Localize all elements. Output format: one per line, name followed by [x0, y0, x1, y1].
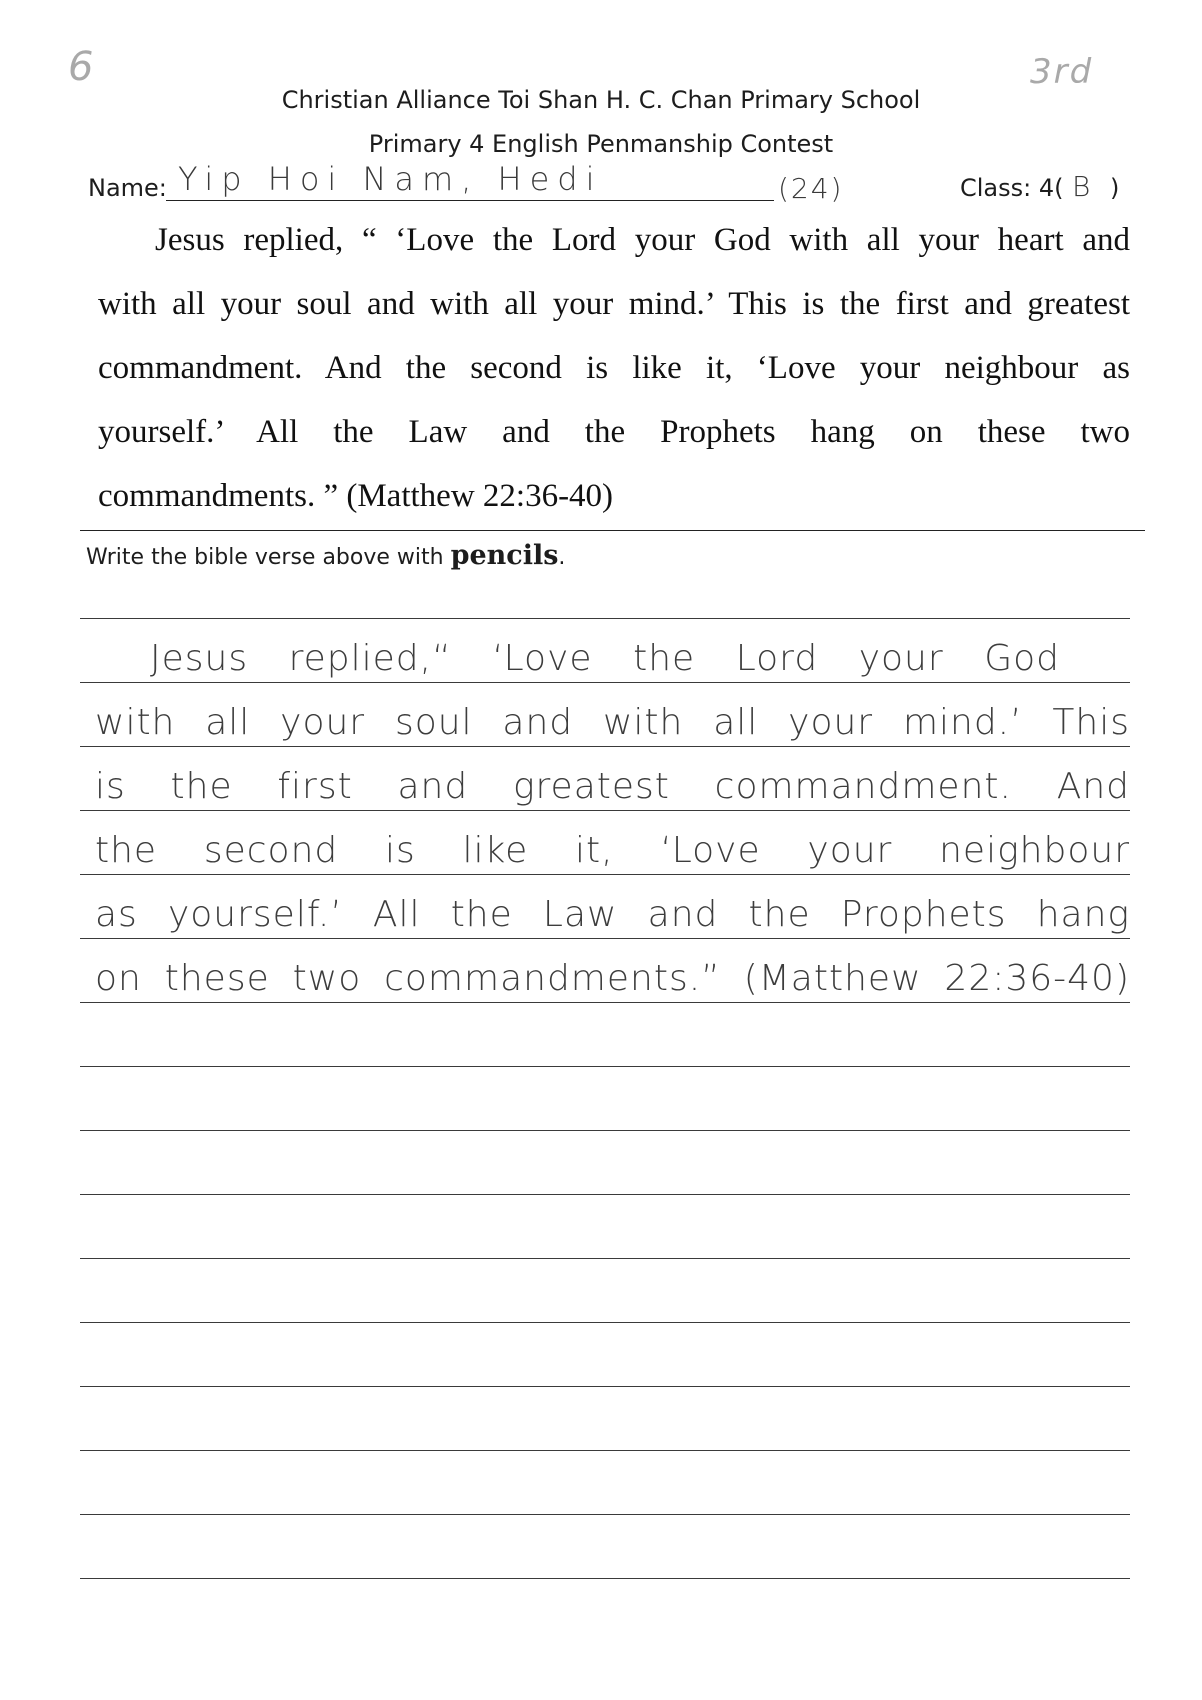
verse-line-5: commandments. ” (Matthew 22:36-40)	[98, 478, 614, 514]
name-label: Name:	[88, 174, 167, 202]
handwritten-line: is the first and greatest commandment. And	[95, 766, 1130, 807]
handwritten-line: as yourself.’ All the Law and the Prophets hang	[95, 894, 1130, 935]
writing-rule	[80, 1514, 1130, 1515]
instruction	[86, 540, 565, 571]
verse-line-2: with all your soul and with all your mind.’ This is the first and greatest	[98, 286, 1130, 322]
instruction-emphasis: pencils	[450, 540, 559, 571]
class-value: B	[1072, 170, 1093, 203]
writing-rule	[80, 1194, 1130, 1195]
instruction-text: Write the bible verse above with	[86, 545, 451, 570]
writing-rule	[80, 1130, 1130, 1131]
class-label: Class: 4(	[960, 174, 1064, 202]
student-name: Yip Hoi Nam, Hedi	[178, 160, 603, 198]
rank-mark: 3rd	[1030, 52, 1094, 92]
writing-rule	[80, 1002, 1130, 1003]
name-underline	[166, 200, 774, 201]
class-close: )	[1110, 174, 1120, 202]
writing-rule	[80, 1578, 1130, 1579]
handwritten-line: on these two commandments.” (Matthew 22:36-40)	[95, 958, 1130, 999]
handwritten-line: the second is like it, ‘Love your neighbour	[95, 830, 1130, 871]
writing-rule	[80, 1322, 1130, 1323]
handwritten-line: with all your soul and with all your mind.’ This	[95, 702, 1130, 743]
handwritten-line: Jesus replied,“ ‘Love the Lord your God	[150, 638, 1060, 679]
writing-rule	[80, 1386, 1130, 1387]
verse-line-1: Jesus replied, “ ‘Love the Lord your God with all your heart and	[155, 222, 1130, 258]
score-mark: 6	[68, 44, 96, 90]
writing-rule	[80, 1450, 1130, 1451]
writing-rule	[80, 938, 1130, 939]
writing-rule	[80, 618, 1130, 619]
student-number: (24)	[778, 172, 844, 205]
writing-rule	[80, 810, 1130, 811]
writing-rule	[80, 746, 1130, 747]
contest-title: Primary 4 English Penmanship Contest	[368, 130, 834, 158]
instruction-end: .	[558, 545, 566, 570]
writing-rule	[80, 1258, 1130, 1259]
school-name: Christian Alliance Toi Shan H. C. Chan Primary School	[281, 86, 921, 114]
writing-rule	[80, 682, 1130, 683]
verse-line-4: yourself.’ All the Law and the Prophets hang on these two	[98, 414, 1130, 450]
writing-rule	[80, 1066, 1130, 1067]
writing-rule	[80, 874, 1130, 875]
verse-line-3: commandment. And the second is like it, ‘Love your neighbour as	[98, 350, 1130, 386]
section-divider	[80, 530, 1145, 531]
